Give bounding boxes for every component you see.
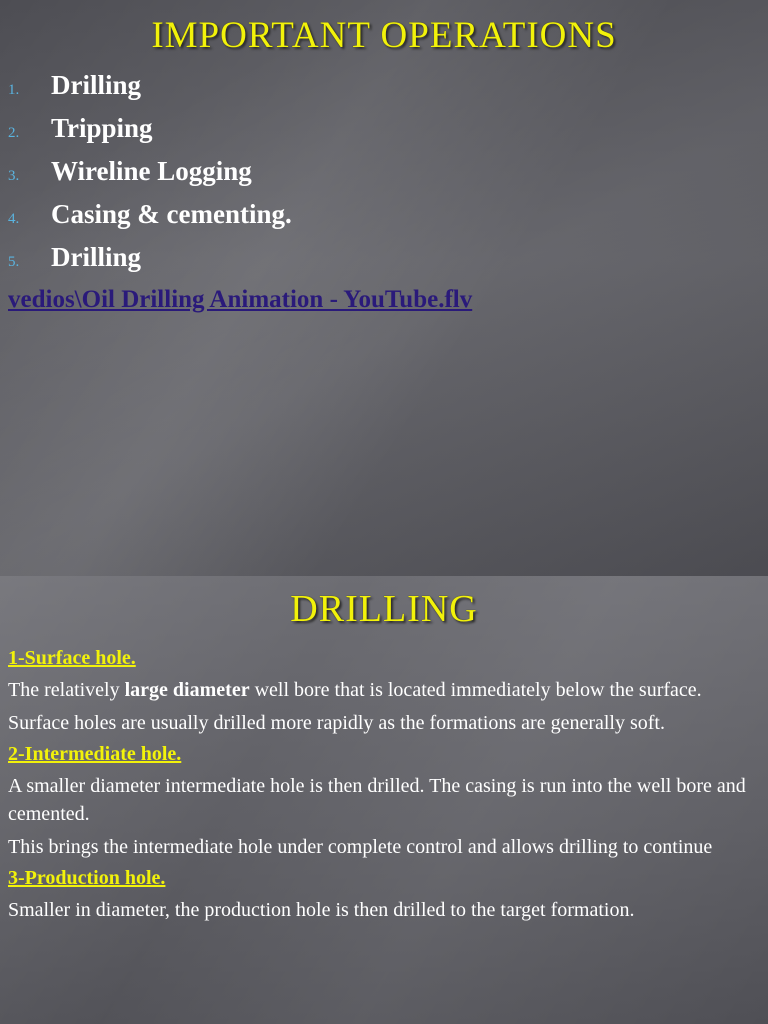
slide-drilling — [0, 576, 768, 1024]
list-number: 2. — [8, 125, 20, 141]
paragraph-text: well bore that is located immediately below the surface. — [249, 679, 702, 701]
list-number: 3. — [8, 168, 20, 184]
section-heading-intermediate-hole: 2-Intermediate hole. — [8, 743, 182, 765]
section-heading-surface-hole: 1-Surface hole. — [8, 647, 136, 669]
list-item — [8, 242, 292, 285]
list-item — [8, 70, 292, 113]
intermediate-hole-paragraph: A smaller diameter intermediate hole is then drilled. The casing is run into the well bore and cemented. — [8, 775, 746, 825]
slide-title: IMPORTANT OPERATIONS — [151, 15, 617, 56]
operations-list — [8, 70, 292, 285]
list-item-label: Drilling — [51, 70, 142, 100]
intermediate-hole-paragraph-2: This brings the intermediate hole under complete control and allows drilling to continue — [8, 836, 713, 858]
video-link[interactable]: vedios\Oil Drilling Animation - YouTube.flv — [8, 286, 473, 313]
list-item — [8, 113, 292, 156]
list-item — [8, 156, 292, 199]
list-item — [8, 199, 292, 242]
slide-content — [8, 646, 760, 929]
list-number: 5. — [8, 254, 20, 270]
list-item-label: Casing & cementing. — [51, 199, 292, 229]
list-item-label: Wireline Logging — [51, 156, 252, 186]
bold-term: large diameter — [124, 679, 250, 701]
list-item-label: Tripping — [51, 113, 153, 143]
section-heading-production-hole: 3-Production hole. — [8, 867, 166, 889]
paragraph-text: The relatively — [8, 679, 125, 701]
production-hole-paragraph: Smaller in diameter, the production hole is then drilled to the target formation. — [8, 899, 635, 921]
surface-hole-paragraph — [8, 676, 760, 704]
list-number: 4. — [8, 211, 20, 227]
slide-title: DRILLING — [290, 588, 478, 630]
list-number: 1. — [8, 82, 20, 98]
surface-hole-paragraph-2: Surface holes are usually drilled more rapidly as the formations are generally soft. — [8, 712, 665, 734]
list-item-label: Drilling — [51, 242, 142, 272]
